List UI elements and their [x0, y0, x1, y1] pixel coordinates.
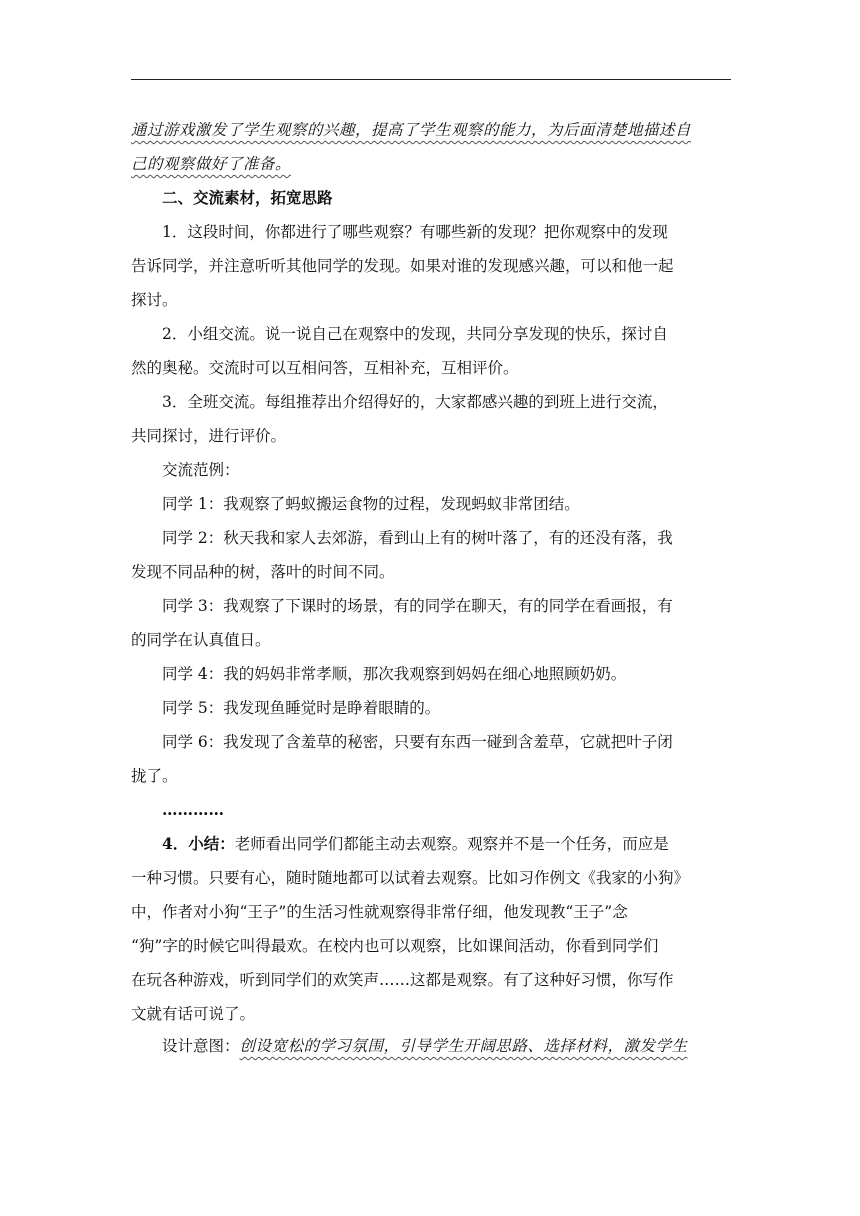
design-intent-label: 设计意图： — [162, 1037, 240, 1055]
paragraph-line: 文就有话可说了。 — [131, 1005, 256, 1023]
paragraph-line: 探讨。 — [131, 291, 178, 309]
paragraph-line: 然的奥秘。交流时可以互相问答，互相补充，互相评价。 — [131, 359, 519, 377]
paragraph-line: 同学 6：我发现了含羞草的秘密，只要有东西一碰到含羞草，它就把叶子闭 — [162, 733, 673, 751]
paragraph-line: 共同探讨，进行评价。 — [131, 427, 287, 445]
paragraph-line: 1．这段时间，你都进行了哪些观察？有哪些新的发现？把你观察中的发现 — [162, 223, 668, 241]
design-intent-text: 创设宽松的学习氛围，引导学生开阔思路、选择材料，激发学生 — [239, 1037, 688, 1055]
example-5: 同学 5：我发现鱼睡觉时是睁着眼睛的。 — [162, 699, 441, 717]
example-2 — [131, 521, 731, 589]
item-4-paragraph — [131, 827, 731, 1031]
paragraph-line: 的同学在认真值日。 — [131, 631, 271, 649]
paragraph-line: 在玩各种游戏，听到同学们的欢笑声……这都是观察。有了这种好习惯，你写作 — [131, 971, 674, 989]
ellipsis-line: ………… — [162, 800, 224, 819]
summary-label: 4．小结： — [162, 834, 235, 853]
section-heading: 二、交流素材，拓宽思路 — [162, 188, 333, 207]
paragraph-line: 2．小组交流。说一说自己在观察中的发现，共同分享发现的快乐，探讨自 — [162, 325, 668, 343]
paragraph-line: 拢了。 — [131, 767, 178, 785]
item-1-paragraph — [131, 215, 731, 317]
paragraph-line: 中，作者对小狗“王子”的生活习性就观察得非常仔细，他发现教“王子”念 — [131, 903, 628, 921]
examples-label: 交流范例： — [162, 461, 240, 479]
intent-tail-paragraph — [131, 113, 731, 181]
example-3 — [131, 589, 731, 657]
intent-tail-line: 己的观察做好了准备。 — [131, 155, 292, 173]
intent-tail-line: 通过游戏激发了学生观察的兴趣，提高了学生观察的能力，为后面清楚地描述自 — [131, 121, 692, 139]
paragraph-line: 同学 3：我观察了下课时的场景，有的同学在聊天，有的同学在看画报，有 — [162, 597, 673, 615]
item-3-paragraph — [131, 385, 731, 453]
example-1: 同学 1：我观察了蚂蚁搬运食物的过程，发现蚂蚁非常团结。 — [162, 495, 580, 513]
design-intent — [131, 1029, 731, 1063]
paragraph-line: 4．小结：老师看出同学们都能主动去观察。观察并不是一个任务，而应是 — [162, 834, 669, 853]
header-rule — [131, 79, 731, 80]
item-2-paragraph — [131, 317, 731, 385]
example-4: 同学 4：我的妈妈非常孝顺，那次我观察到妈妈在细心地照顾奶奶。 — [162, 665, 627, 683]
paragraph-line: “狗”字的时候它叫得最欢。在校内也可以观察，比如课间活动，你看到同学们 — [131, 937, 659, 955]
paragraph-line: 发现不同品种的树，落叶的时间不同。 — [131, 563, 395, 581]
paragraph-line: 一种习惯。只要有心，随时随地都可以试着去观察。比如习作例文《我家的小狗》 — [131, 869, 690, 887]
paragraph-line: 告诉同学，并注意听听其他同学的发现。如果对谁的发现感兴趣，可以和他一起 — [131, 257, 674, 275]
example-6 — [131, 725, 731, 793]
paragraph-line: 3．全班交流。每组推荐出介绍得好的，大家都感兴趣的到班上进行交流， — [162, 393, 668, 411]
paragraph-line: 同学 2：秋天我和家人去郊游，看到山上有的树叶落了，有的还没有落，我 — [162, 529, 673, 547]
